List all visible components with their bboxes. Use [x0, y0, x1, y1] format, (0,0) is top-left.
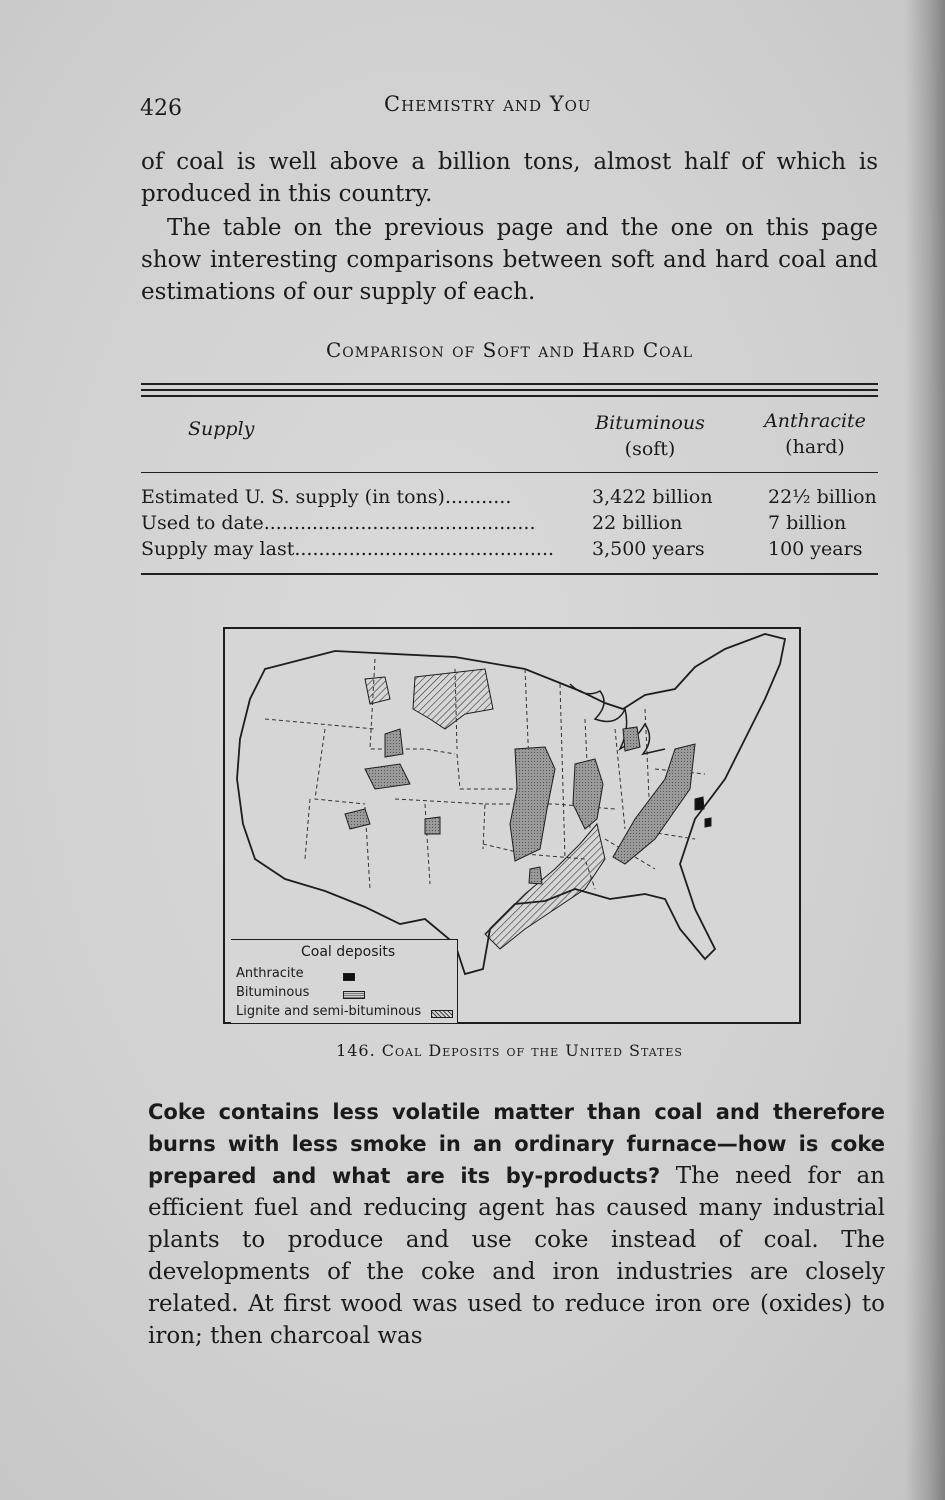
- row-label: [141, 486, 581, 508]
- table-header-rule: [141, 472, 878, 473]
- row-label: [141, 512, 581, 534]
- row-anthracite-value: 22½ billion: [768, 486, 877, 508]
- bituminous-interior: [510, 747, 555, 861]
- row-bituminous-value: 22 billion: [592, 512, 683, 534]
- lignite-gulf: [485, 824, 605, 949]
- running-title: Chemistry and You: [384, 92, 592, 116]
- bituminous-swatch: [343, 991, 365, 999]
- column-header-anthracite-label: Anthracite: [764, 410, 866, 432]
- column-header-supply: Supply: [188, 418, 255, 440]
- row-label-text: Supply may last: [141, 538, 295, 560]
- bituminous-michigan: [623, 727, 640, 751]
- column-header-bituminous-sub: (soft): [624, 438, 676, 460]
- row-leader: ...........: [444, 486, 512, 508]
- table-bottom-rule: [141, 573, 878, 575]
- legend-title: Coal deposits: [301, 944, 396, 960]
- table-row: [141, 538, 878, 564]
- table-title: Comparison of Soft and Hard Coal: [325, 338, 694, 362]
- row-label-text: Estimated U. S. supply (in tons): [141, 486, 445, 508]
- section-heading: Coke contains less volatile matter than coal and therefore burns with less smoke in an ordinary furnace—how is coke prepared and what are its by-products?: [148, 1100, 885, 1188]
- legend-label-bituminous: Bituminous: [236, 985, 310, 1000]
- lignite-dakotas: [413, 669, 493, 729]
- page-gutter-shadow: [905, 0, 945, 1500]
- legend-label-lignite: Lignite and semi-bituminous: [236, 1004, 422, 1019]
- column-header-bituminous-label: Bituminous: [595, 412, 705, 434]
- table-top-rule: [141, 389, 878, 391]
- intro-paragraph-2: The table on the previous page and the one on this page show interesting comparisons between soft and hard coal and estimations of our supply of each.: [141, 215, 878, 305]
- map-legend: [231, 939, 458, 1023]
- intro-paragraph-1: of coal is well above a billion tons, almost half of which is produced in this country.: [141, 149, 878, 207]
- row-anthracite-value: 7 billion: [768, 512, 847, 534]
- bituminous-appalachian: [613, 744, 695, 864]
- table-top-rule: [141, 395, 878, 397]
- row-leader: ...........................................: [294, 538, 555, 560]
- table-row: [141, 512, 878, 538]
- column-header-anthracite: [745, 408, 885, 460]
- section-paragraph: [148, 1096, 885, 1352]
- coal-deposits-map: [223, 627, 801, 1024]
- row-bituminous-value: 3,422 billion: [592, 486, 713, 508]
- figure-caption: 146. Coal Deposits of the United States: [336, 1041, 683, 1060]
- row-label: [141, 538, 581, 560]
- table-row: [141, 486, 878, 512]
- row-label-text: Used to date: [141, 512, 264, 534]
- lignite-montana: [365, 677, 390, 704]
- row-anthracite-value: 100 years: [768, 538, 863, 560]
- row-bituminous-value: 3,500 years: [592, 538, 705, 560]
- lignite-swatch: [431, 1010, 453, 1018]
- anthracite-swatch: [343, 973, 355, 981]
- section-body: The need for an efficient fuel and reducing agent has caused many industrial plants to produce and use coke instead of coal. The developments of the coke and iron industries are closely related. At first wood was used to reduce iron ore (oxides) to iron; then charcoal was: [148, 1163, 885, 1349]
- table-top-rule: [141, 383, 878, 385]
- bituminous-illinois: [573, 759, 603, 829]
- column-header-bituminous: [560, 410, 740, 462]
- column-header-anthracite-sub: (hard): [785, 436, 845, 458]
- page-number: 426: [140, 96, 182, 121]
- legend-label-anthracite: Anthracite: [236, 966, 304, 981]
- row-leader: .............................................: [263, 512, 536, 534]
